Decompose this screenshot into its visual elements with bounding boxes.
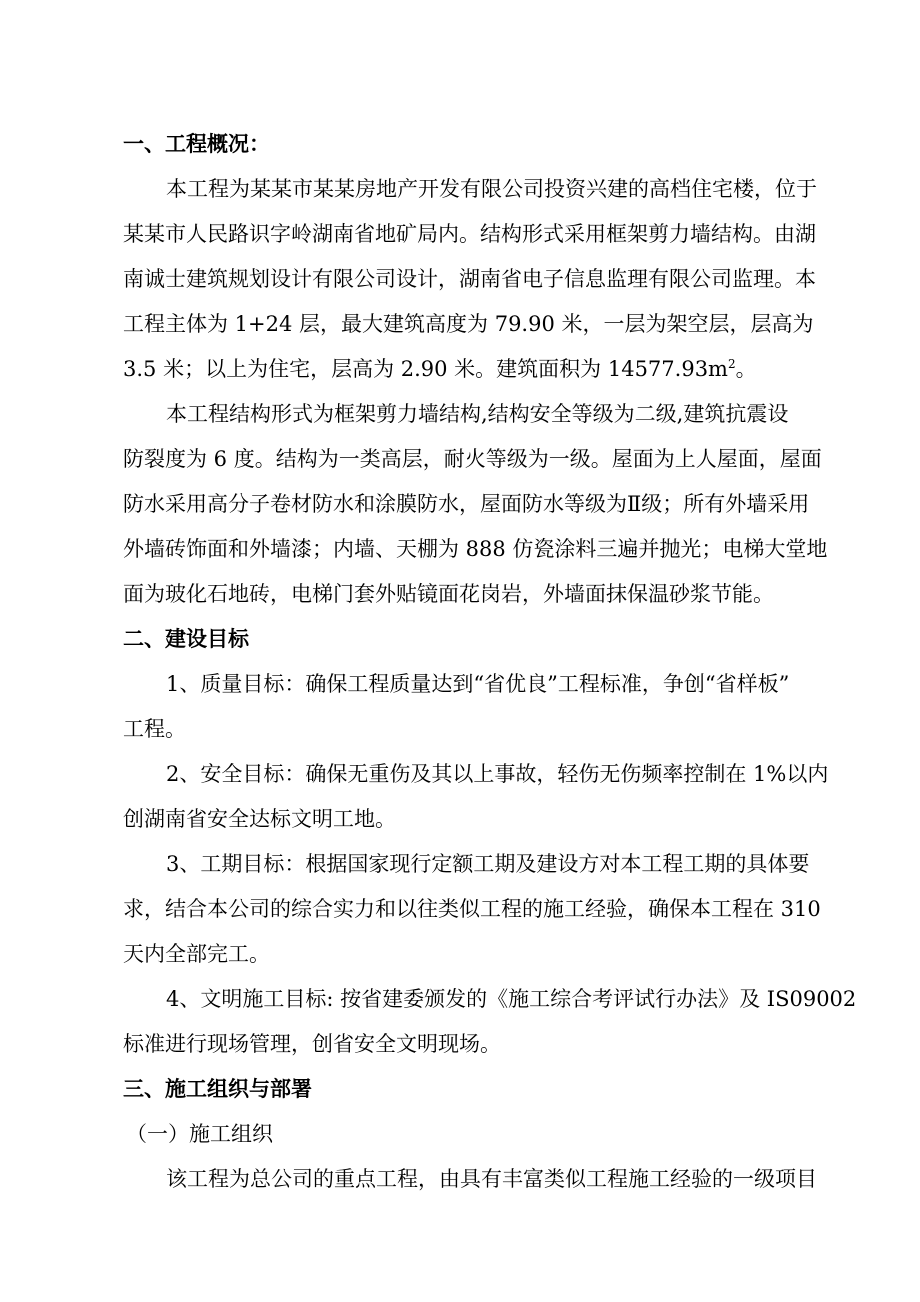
superscript-two: 2 [727, 357, 736, 371]
paragraph-line: 面为玻化石地砖，电梯门套外贴镜面花岗岩，外墙面抹保温砂浆节能。 [123, 582, 774, 606]
paragraph-line: 本工程结构形式为框架剪力墙结构,结构安全等级为二级,建筑抗震设 [166, 402, 789, 426]
paragraph-line: 外墙砖饰面和外墙漆；内墙、天棚为 888 仿瓷涂料三遍并抛光；电梯大堂地 [123, 537, 828, 561]
goal-line: 3、工期目标：根据国家现行定额工期及建设方对本工程工期的具体要 [166, 852, 810, 876]
goal-line: 天内全部完工。 [123, 942, 270, 966]
section-heading-organization: 三、施工组织与部署 [123, 1076, 312, 1101]
goal-line: 2、安全目标：确保无重伤及其以上事故，轻伤无伤频率控制在 1%以内 [166, 762, 829, 786]
subsection-heading: （一）施工组织 [126, 1122, 273, 1146]
goal-line: 工程。 [123, 717, 186, 741]
goal-line: 求，结合本公司的综合实力和以往类似工程的施工经验，确保本工程在 310 [123, 897, 821, 921]
paragraph-line: 该工程为总公司的重点工程，由具有丰富类似工程施工经验的一级项目 [166, 1167, 817, 1191]
paragraph-line: 某某市人民路识字岭湖南省地矿局内。结构形式采用框架剪力墙结构。由湖 [123, 222, 816, 246]
area-text: 3.5 米；以上为住宅，层高为 2.90 米。建筑面积为 14577.93m [123, 357, 728, 381]
section-heading-goals: 二、建设目标 [123, 626, 249, 651]
goal-line: 创湖南省安全达标文明工地。 [123, 807, 396, 831]
goal-line: 1、质量目标：确保工程质量达到“省优良”工程标准，争创“省样板” [166, 672, 790, 696]
paragraph-line: 南诚士建筑规划设计有限公司设计，湖南省电子信息监理有限公司监理。本 [123, 267, 816, 291]
goal-line: 标准进行现场管理，创省安全文明现场。 [123, 1032, 501, 1056]
paragraph-line-area [123, 353, 757, 383]
section-heading-overview: 一、工程概况： [123, 131, 270, 156]
paragraph-line: 防裂度为 6 度。结构为一类高层，耐火等级为一级。屋面为上人屋面，屋面 [123, 447, 822, 471]
goal-line: 4、文明施工目标: 按省建委颁发的《施工综合考评试行办法》及 IS09002 [166, 987, 857, 1011]
paragraph-line: 工程主体为 1+24 层，最大建筑高度为 79.90 米，一层为架空层，层高为 [123, 312, 814, 336]
paragraph-line: 本工程为某某市某某房地产开发有限公司投资兴建的高档住宅楼，位于 [166, 177, 817, 201]
period: 。 [735, 357, 757, 381]
paragraph-line: 防水采用高分子卷材防水和涂膜防水，屋面防水等级为Ⅱ级；所有外墙采用 [123, 492, 810, 516]
